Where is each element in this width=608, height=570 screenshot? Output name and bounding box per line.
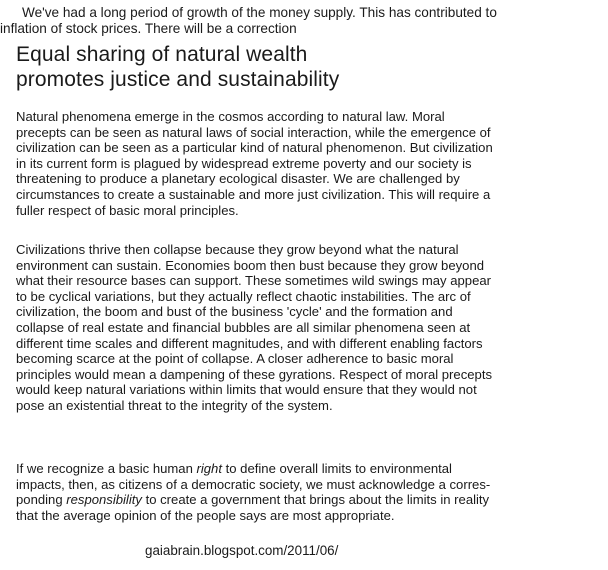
paragraph-line: principles would mean a dampening of these gyrations. Respect of moral precepts — [16, 366, 492, 382]
paragraph-line: collapse of real estate and financial bubbles are all similar phenomena seen at — [16, 319, 471, 335]
paragraph-line: impacts, then, as citizens of a democratic society, we must acknowledge a corres- — [16, 476, 491, 492]
paragraph-line: circumstances to create a sustainable and more just civilization. This will require a — [16, 186, 491, 202]
paragraph-natural-law — [16, 109, 493, 218]
paragraph-collapse — [16, 242, 492, 414]
paragraph-line: what their resource bases can support. These sometimes wild swings may appear — [16, 273, 491, 289]
text-run: to define overall limits to environmental — [221, 461, 452, 476]
paragraph-line: to be cyclical variations, but they actually reflect chaotic instabilities. The arc of — [16, 288, 471, 304]
paragraph-line: civilization can be seen as a particular kind of natural phenomenon. But civilization — [16, 140, 493, 156]
title-line: promotes justice and sustainability — [16, 68, 340, 91]
paragraph-line: threatening to produce a planetary ecological disaster. We are challenged by — [16, 171, 460, 187]
paragraph-line: pose an existential threat to the integrity of the system. — [16, 397, 333, 413]
paragraph-line: different time scales and different magnitudes, and with different enabling factors — [16, 335, 483, 351]
paragraph-line — [16, 461, 490, 477]
paragraph-line: Natural phenomena emerge in the cosmos according to natural law. Moral — [16, 109, 445, 124]
emphasis-responsibility: responsibility — [66, 492, 142, 508]
title-line: Equal sharing of natural wealth — [16, 43, 308, 66]
paragraph-line: in its current form is plagued by widespread extreme poverty and our society is — [16, 155, 472, 171]
text-run: If we recognize a basic human — [16, 461, 197, 476]
emphasis-right: right — [196, 461, 222, 476]
paragraph-line: becoming scarce at the point of collapse. A closer adherence to basic moral — [16, 351, 454, 367]
paragraph-line: precepts can be seen as natural laws of social interaction, while the emergence of — [16, 124, 491, 140]
paragraph-line — [16, 492, 490, 508]
page-title — [16, 42, 339, 92]
paragraph-line: Civilizations thrive then collapse because they grow beyond what the natural — [16, 242, 459, 257]
text-run: ponding — [16, 492, 67, 508]
paragraph-line: civilization, the boom and bust of the business 'cycle' and the formation and — [16, 304, 453, 320]
text-run: to create a government that brings about the limits in reality — [141, 492, 490, 508]
paragraph-line: would keep natural variations within limits that would ensure that they would not — [16, 382, 477, 398]
quote-line: inflation of stock prices. There will be a correction — [0, 21, 297, 36]
paragraph-line: fuller respect of basic moral principles. — [16, 202, 239, 218]
quote-snippet — [0, 5, 606, 37]
quote-line: We've had a long period of growth of the money supply. This has contributed to — [22, 5, 497, 20]
source-url: gaiabrain.blogspot.com/2011/06/ — [145, 543, 339, 558]
paragraph-line: environment can sustain. Economies boom then bust because they grow beyond — [16, 257, 485, 273]
paragraph-rights-responsibility — [16, 461, 490, 523]
paragraph-line: that the average opinion of the people says are most appropriate. — [16, 507, 395, 523]
